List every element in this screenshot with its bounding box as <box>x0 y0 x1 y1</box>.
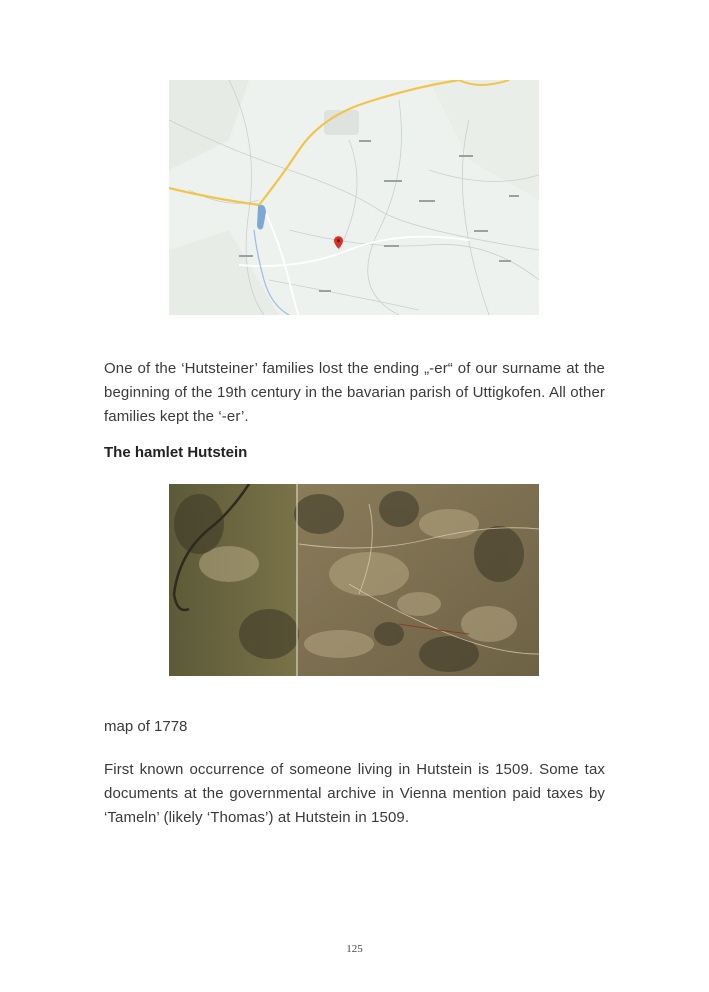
page-number: 125 <box>346 943 363 955</box>
paragraph-first-occurrence: First known occurrence of someone living in Hutstein is 1509. Some tax documents at the governmental archive in Vienna mention paid taxes by ‘Tameln’ (likely ‘Thomas’) at Hutstein in 1509. <box>104 761 605 826</box>
map-caption: map of 1778 <box>104 718 188 735</box>
paragraph-surname-note: One of the ‘Hutsteiner’ families lost the ending „-er“ of our surname at the beginning of the 19th century in the bavarian parish of Uttigkofen. All other families kept the ‘-er’. <box>104 360 605 425</box>
road-map-image <box>169 80 539 315</box>
historic-map-image <box>169 484 539 676</box>
historic-map-figure <box>169 484 539 676</box>
road-map-figure <box>169 80 539 315</box>
section-heading: The hamlet Hutstein <box>104 444 248 461</box>
map-pin-icon <box>334 236 343 249</box>
